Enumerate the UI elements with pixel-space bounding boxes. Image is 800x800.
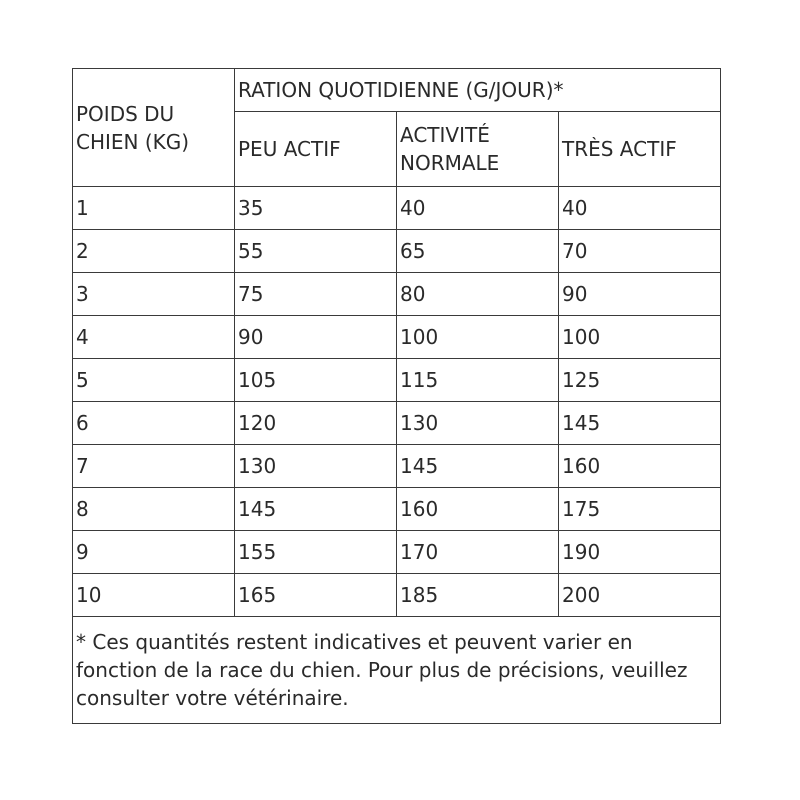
low-activity-cell: 105 (235, 359, 397, 402)
weight-cell: 3 (73, 273, 235, 316)
high-activity-cell: 90 (559, 273, 721, 316)
normal-activity-cell: 130 (397, 402, 559, 445)
weight-cell: 2 (73, 230, 235, 273)
table-row (73, 230, 721, 273)
weight-cell: 8 (73, 488, 235, 531)
daily-ration-table (72, 68, 721, 724)
normal-activity-header: ACTIVITÉ NORMALE (397, 112, 559, 187)
high-activity-cell: 190 (559, 531, 721, 574)
weight-cell: 6 (73, 402, 235, 445)
low-activity-cell: 75 (235, 273, 397, 316)
high-activity-header: TRÈS ACTIF (559, 112, 721, 187)
table-row (73, 187, 721, 230)
table-row (73, 445, 721, 488)
low-activity-cell: 155 (235, 531, 397, 574)
low-activity-cell: 145 (235, 488, 397, 531)
normal-activity-cell: 80 (397, 273, 559, 316)
footnote-row (73, 617, 721, 724)
high-activity-cell: 40 (559, 187, 721, 230)
header-row (73, 69, 721, 112)
weight-cell: 7 (73, 445, 235, 488)
normal-activity-cell: 100 (397, 316, 559, 359)
weight-column-header: POIDS DU CHIEN (KG) (73, 69, 235, 187)
weight-cell: 1 (73, 187, 235, 230)
high-activity-cell: 70 (559, 230, 721, 273)
table-row (73, 316, 721, 359)
weight-cell: 10 (73, 574, 235, 617)
normal-activity-cell: 160 (397, 488, 559, 531)
normal-activity-cell: 40 (397, 187, 559, 230)
low-activity-cell: 35 (235, 187, 397, 230)
ration-group-header: RATION QUOTIDIENNE (G/JOUR)* (235, 69, 721, 112)
high-activity-cell: 100 (559, 316, 721, 359)
table-row (73, 488, 721, 531)
low-activity-header: PEU ACTIF (235, 112, 397, 187)
high-activity-cell: 160 (559, 445, 721, 488)
normal-activity-cell: 170 (397, 531, 559, 574)
normal-activity-cell: 65 (397, 230, 559, 273)
table-row (73, 359, 721, 402)
weight-cell: 4 (73, 316, 235, 359)
normal-activity-cell: 145 (397, 445, 559, 488)
low-activity-cell: 165 (235, 574, 397, 617)
table-row (73, 531, 721, 574)
table-row (73, 273, 721, 316)
low-activity-cell: 55 (235, 230, 397, 273)
table-row (73, 574, 721, 617)
low-activity-cell: 130 (235, 445, 397, 488)
high-activity-cell: 145 (559, 402, 721, 445)
high-activity-cell: 125 (559, 359, 721, 402)
low-activity-cell: 120 (235, 402, 397, 445)
table-row (73, 402, 721, 445)
high-activity-cell: 175 (559, 488, 721, 531)
high-activity-cell: 200 (559, 574, 721, 617)
normal-activity-cell: 185 (397, 574, 559, 617)
weight-cell: 9 (73, 531, 235, 574)
footnote: * Ces quantités restent indicatives et peuvent varier en fonction de la race du chien. Pour plus de précisions, veuillez consulter votre vétérinaire. (73, 617, 721, 724)
low-activity-cell: 90 (235, 316, 397, 359)
normal-activity-cell: 115 (397, 359, 559, 402)
weight-cell: 5 (73, 359, 235, 402)
